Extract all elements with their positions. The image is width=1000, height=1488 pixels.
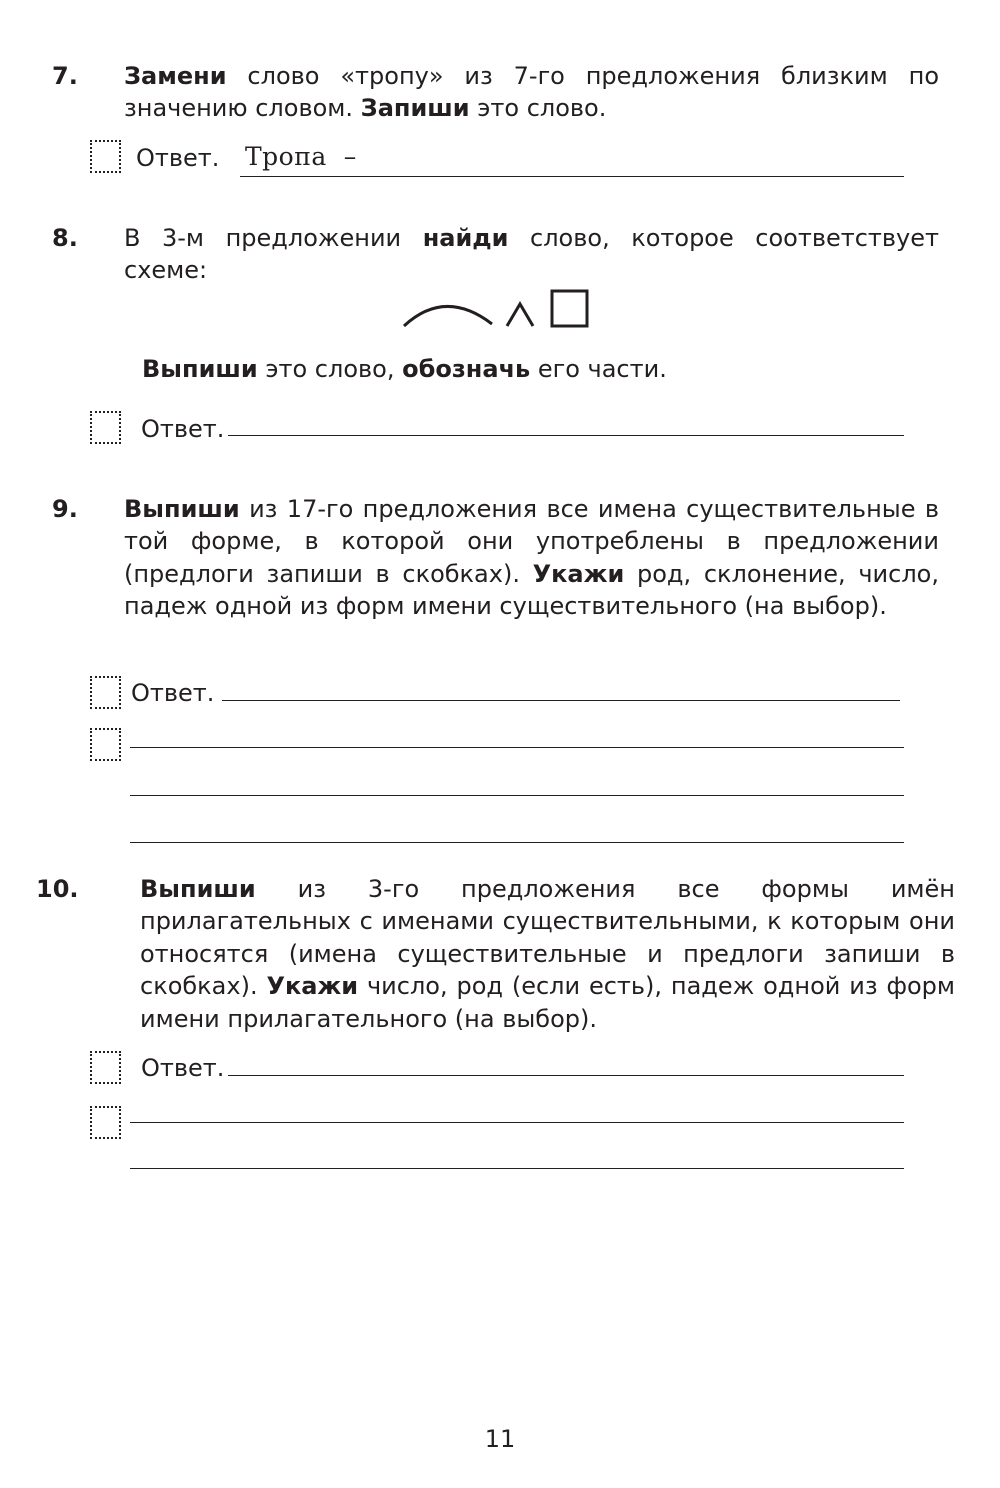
- bold-instruction: Запиши: [360, 94, 470, 123]
- task-number: 9.: [52, 495, 78, 523]
- answer-label: Ответ.: [141, 1054, 225, 1082]
- task-text-run: из 17-го предложения все имена существительные в той форме, в которой они употреблены в предложении (предлоги запиши в скобках).: [124, 495, 939, 588]
- task-8-followup: [142, 353, 902, 385]
- answer-label: Ответ.: [136, 144, 220, 172]
- task-text-run: его части.: [530, 355, 667, 383]
- suffix-caret-icon: [507, 304, 533, 326]
- bold-instruction: найди: [422, 224, 509, 252]
- task-text-run: род, склонение, число, падеж одной из форм имени существительного (на выбор).: [124, 559, 939, 621]
- task-text-run: это слово,: [257, 355, 403, 383]
- task-text: [124, 224, 939, 284]
- ending-box-icon: [552, 291, 587, 326]
- root-arc-icon: [404, 306, 492, 326]
- task-number: 10.: [36, 875, 79, 903]
- answer-checkbox[interactable]: [90, 676, 121, 709]
- answer-checkbox[interactable]: [90, 1051, 121, 1084]
- answer-line[interactable]: [130, 747, 904, 748]
- answer-checkbox[interactable]: [90, 1106, 121, 1139]
- bold-instruction: Выпиши: [140, 875, 256, 903]
- morpheme-scheme: [400, 286, 600, 336]
- task-text-run: число, род (если есть), падеж одной из форм имени прилагательного (на выбор).: [140, 972, 955, 1033]
- bold-instruction: Выпиши: [142, 355, 258, 383]
- bold-instruction: Укажи: [266, 972, 359, 1001]
- task-text-run: из 3-го предложения все формы имён прилагательных с именами существительными, к которым они относятся (имена существительные и предлоги запиши в скобках).: [140, 875, 955, 1001]
- task-text: [140, 875, 955, 1033]
- task-text-run: В 3-м предложении: [124, 224, 423, 252]
- task-text: [124, 62, 939, 122]
- answer-checkbox[interactable]: [90, 411, 121, 444]
- task-text: [124, 495, 939, 620]
- task-8: [52, 222, 939, 287]
- answer-label: Ответ.: [131, 679, 215, 707]
- task-9: [52, 493, 939, 623]
- handwritten-answer: Тропа –: [245, 142, 357, 171]
- answer-line[interactable]: [130, 842, 904, 843]
- bold-instruction: Замени: [124, 62, 227, 90]
- answer-line[interactable]: [130, 1122, 904, 1123]
- task-number: 7.: [52, 62, 78, 90]
- task-number: 8.: [52, 224, 78, 252]
- bold-instruction: Выпиши: [124, 495, 240, 523]
- task-text-run: это слово.: [469, 94, 607, 123]
- answer-line[interactable]: [228, 1075, 904, 1076]
- answer-checkbox[interactable]: [90, 728, 121, 761]
- answer-checkbox[interactable]: [90, 140, 121, 173]
- answer-line[interactable]: [130, 1168, 904, 1169]
- bold-instruction: Укажи: [532, 559, 625, 588]
- answer-line[interactable]: [130, 795, 904, 796]
- task-10: [36, 873, 955, 1035]
- answer-line[interactable]: [222, 700, 900, 701]
- task-text-run: слово, которое соответствует схеме:: [124, 224, 939, 285]
- bold-instruction: обозначь: [402, 355, 531, 383]
- task-7: [52, 60, 939, 125]
- answer-label: Ответ.: [141, 415, 225, 443]
- task-text-run: слово «тропу» из 7-го предложения близким по значению словом.: [124, 62, 939, 123]
- answer-line[interactable]: [240, 176, 904, 177]
- answer-line[interactable]: [228, 435, 904, 436]
- page-number: 11: [484, 1425, 516, 1453]
